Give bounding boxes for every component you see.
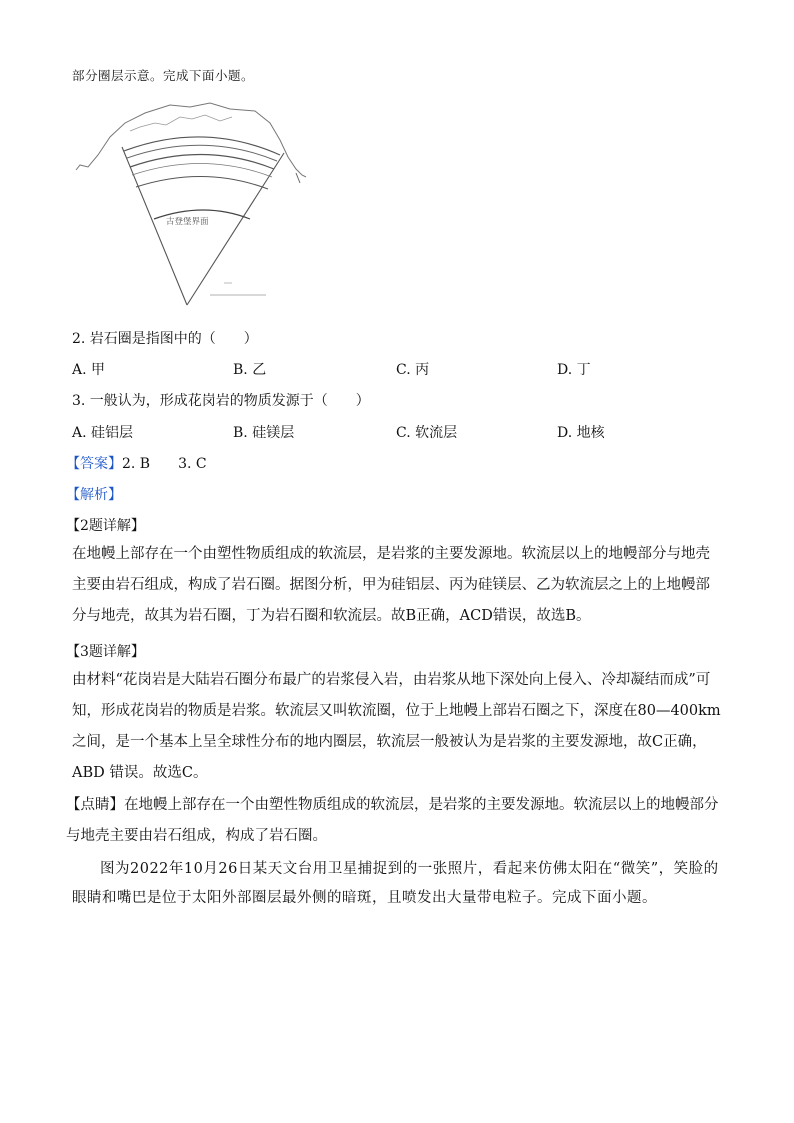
layer-boundary-2 <box>127 145 277 161</box>
q3-option-b: B. 硅镁层 <box>233 425 295 441</box>
detail2-tag: 【2题详解】 <box>66 518 145 534</box>
layer-boundary-5 <box>136 176 268 189</box>
surface-terrain <box>76 103 306 177</box>
intro-line: 部分圈层示意。完成下面小题。 <box>72 68 255 83</box>
q3-stem: 3. 一般认为，形成花岗岩的物质发源于（ ） <box>72 393 370 409</box>
region-label: 古登堡界面 <box>166 217 209 227</box>
terrain-detail <box>130 115 232 131</box>
answer-tag: 【答案】 <box>66 456 122 472</box>
q2-option-d: D. 丁 <box>557 362 591 378</box>
layer-boundary-4 <box>132 163 272 177</box>
dianjing-tag: 【点睛】 <box>66 797 124 813</box>
earth-layers-figure <box>70 95 310 310</box>
analysis-tag: 【解析】 <box>66 487 122 503</box>
q2-option-a: A. 甲 <box>72 362 106 378</box>
layer-boundary-3 <box>130 154 274 169</box>
answer-line <box>66 453 207 473</box>
q2-stem: 2. 岩石圈是指图中的（ ） <box>72 331 258 347</box>
detail3-text: 由材料“花岗岩是大陆岩石圈分布最广的岩浆侵入岩，由岩浆从地下深处向上侵入、冷却凝结而成”可知，形成花岗岩的物质是岩浆。软流层又叫软流圈，位于上地幔上部岩石圈之下，深度在80—400km之间，是一个基本上呈全球性分布的地内圈层，软流层一般被认为是岩浆的主要发源地，故C正确，ABD 错误。故选C。 <box>72 672 721 781</box>
q3-option-c: C. 软流层 <box>396 425 458 441</box>
q2-option-b: B. 乙 <box>233 362 267 378</box>
q3-option-d: D. 地核 <box>557 425 605 441</box>
next-intro: 图为2022年10月26日某天文台用卫星捕捉到的一张照片，看起来仿佛太阳在“微笑”，笑脸的眼睛和嘴巴是位于太阳外部圈层最外侧的暗斑，且喷发出大量带电粒子。完成下面小题。 <box>72 861 719 906</box>
q2-option-c: C. 丙 <box>396 362 430 378</box>
dianjing-block <box>66 790 722 852</box>
scale-mark <box>296 173 300 183</box>
dianjing-text: 在地幔上部存在一个由塑性物质组成的软流层，是岩浆的主要发源地。软流层以上的地幔部分与地壳主要由岩石组成，构成了岩石圈。 <box>66 797 719 844</box>
detail3-tag: 【3题详解】 <box>66 644 145 660</box>
answer-text: 2. B 3. C <box>122 456 207 472</box>
detail2-text: 在地幔上部存在一个由塑性物质组成的软流层，是岩浆的主要发源地。软流层以上的地幔部分与地壳主要由岩石组成，构成了岩石圈。据图分析，甲为硅铝层、丙为硅镁层、乙为软流层之上的上地幔部分与地壳，故其为岩石圈，丁为岩石圈和软流层。故B正确，ACD错误，故选B。 <box>72 546 710 624</box>
q3-option-a: A. 硅铝层 <box>72 425 134 441</box>
